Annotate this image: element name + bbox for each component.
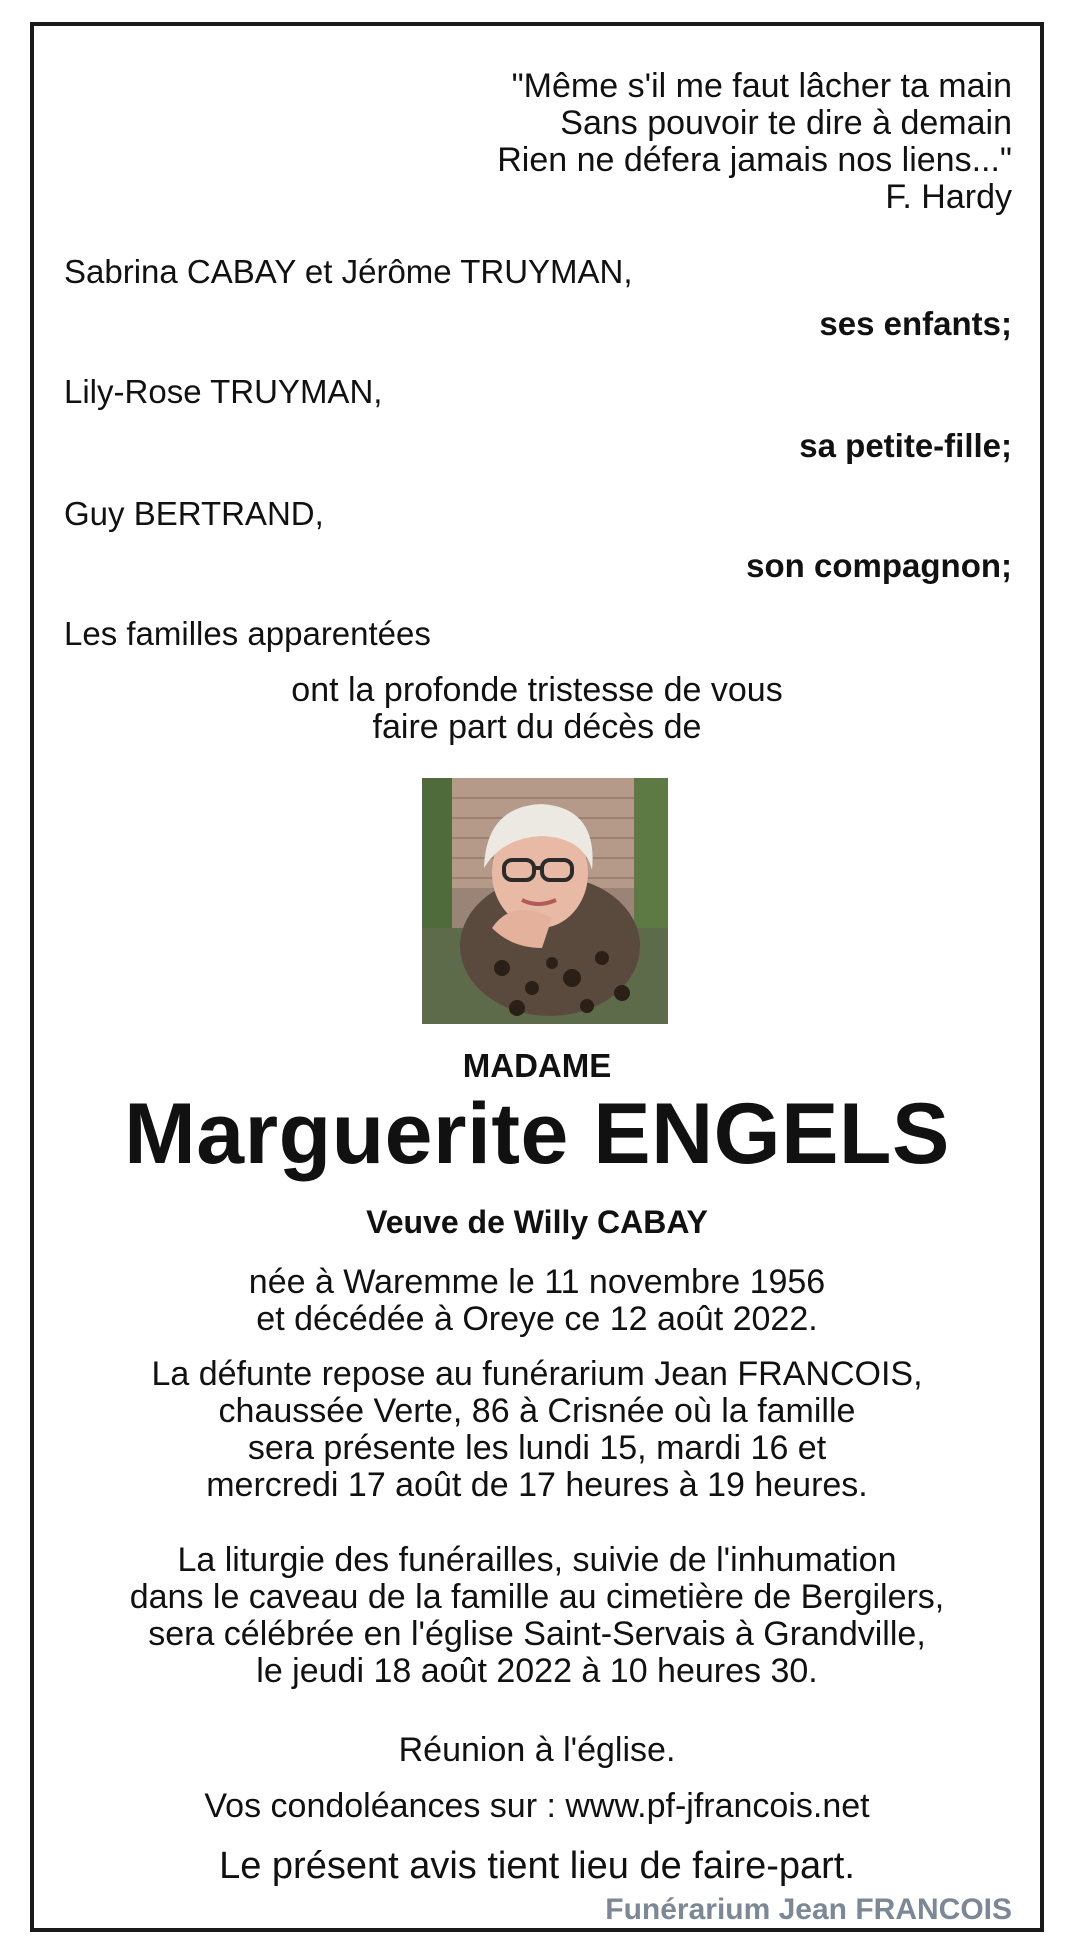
portrait-image xyxy=(422,778,668,1024)
church-meeting: Réunion à l'église. xyxy=(398,1731,676,1769)
funeral-info xyxy=(34,1542,1040,1690)
announcement-line: ont la profonde tristesse de vous xyxy=(291,671,783,709)
quote-line: Sans pouvoir te dire à demain xyxy=(560,104,1012,142)
funeral-line: dans le caveau de la famille au cimetière de Bergilers, xyxy=(129,1578,945,1616)
family-name-companion: Guy BERTRAND, xyxy=(64,495,324,532)
visitation-line: La défunte repose au funérarium Jean FRANCOIS, xyxy=(151,1355,923,1393)
date-line: née à Waremme le 11 novembre 1956 xyxy=(248,1263,826,1301)
quote-author: F. Hardy xyxy=(885,178,1012,216)
family-relation-granddaughter: sa petite-fille; xyxy=(799,427,1012,464)
widow-of: Veuve de Willy CABAY xyxy=(366,1204,708,1240)
poem-quote xyxy=(497,68,1012,216)
family-relation-children: ses enfants; xyxy=(819,305,1012,342)
visitation-line: chaussée Verte, 86 à Crisnée où la famille xyxy=(218,1392,856,1430)
deceased-name: Marguerite ENGELS xyxy=(124,1086,950,1182)
portrait-photo xyxy=(422,778,668,1024)
final-note: Le présent avis tient lieu de faire-part. xyxy=(219,1845,855,1887)
funeral-home-signature: Funérarium Jean FRANCOIS xyxy=(605,1893,1012,1926)
family-name-granddaughter: Lily-Rose TRUYMAN, xyxy=(64,373,383,410)
date-line: et décédée à Oreye ce 12 août 2022. xyxy=(256,1300,818,1338)
funeral-line: sera célébrée en l'église Saint-Servais à Grandville, xyxy=(148,1615,926,1653)
obituary-frame xyxy=(30,22,1044,1932)
quote-line: Rien ne défera jamais nos liens..." xyxy=(497,141,1012,179)
visitation-info xyxy=(34,1356,1040,1504)
condolences-line: Vos condoléances sur : www.pf-jfrancois.net xyxy=(204,1787,870,1825)
honorific: MADAME xyxy=(462,1047,612,1084)
visitation-line: sera présente les lundi 15, mardi 16 et xyxy=(247,1429,827,1467)
announcement-text xyxy=(34,672,1040,746)
quote-line: "Même s'il me faut lâcher ta main xyxy=(511,67,1012,105)
visitation-line: mercredi 17 août de 17 heures à 19 heures. xyxy=(206,1466,868,1504)
birth-death-dates xyxy=(34,1264,1040,1338)
funeral-line: le jeudi 18 août 2022 à 10 heures 30. xyxy=(256,1652,818,1690)
family-relation-companion: son compagnon; xyxy=(746,547,1012,584)
family-name-relatives: Les familles apparentées xyxy=(64,615,431,652)
funeral-line: La liturgie des funérailles, suivie de l'inhumation xyxy=(177,1541,897,1579)
announcement-line: faire part du décès de xyxy=(372,708,702,746)
family-name-children: Sabrina CABAY et Jérôme TRUYMAN, xyxy=(64,253,633,290)
